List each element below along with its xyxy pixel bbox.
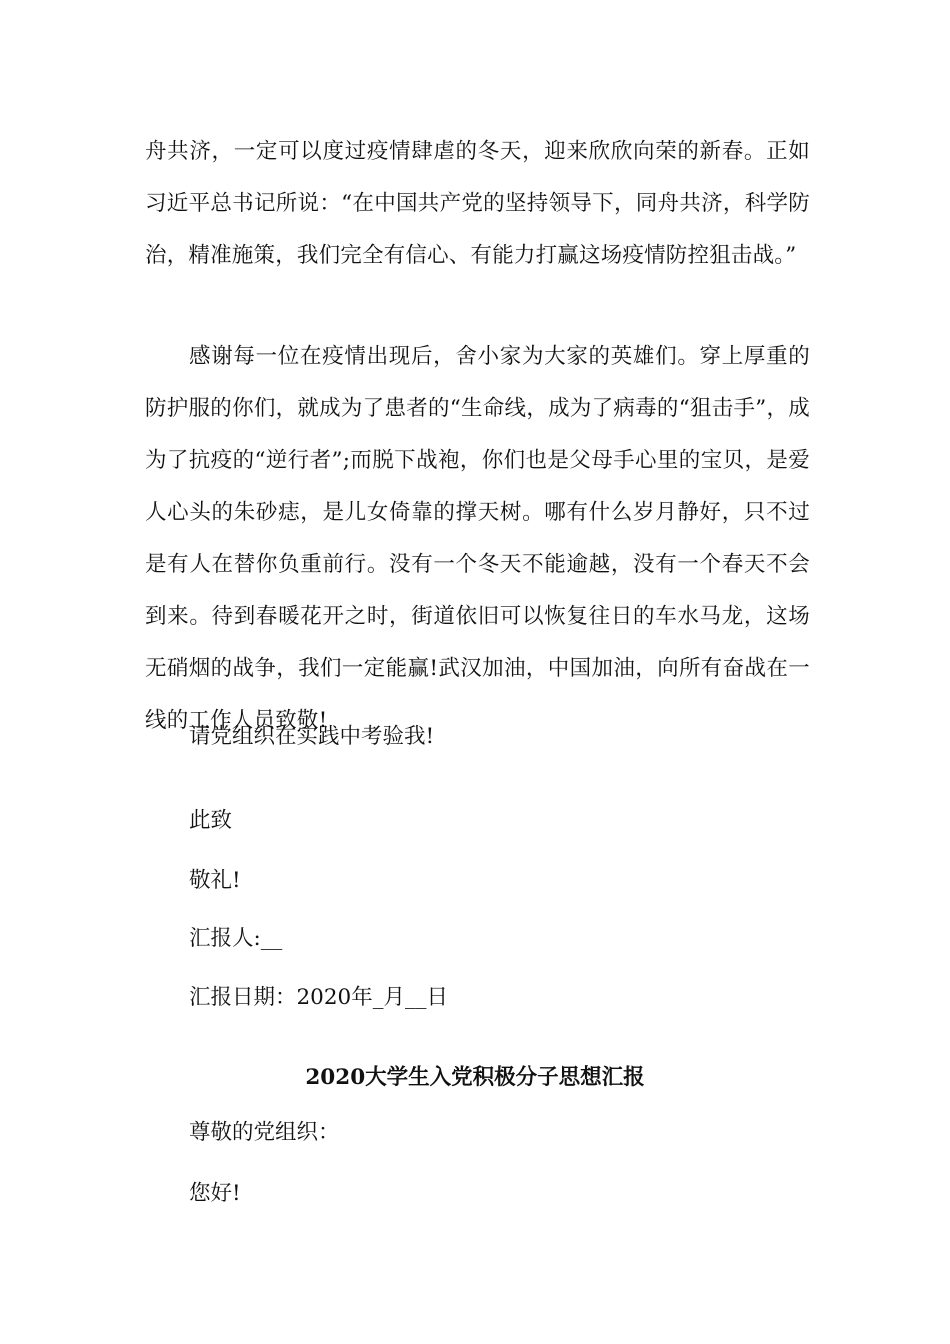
closing-request: 请党组织在实践中考验我! bbox=[189, 724, 435, 749]
paragraph-thanks: 感谢每一位在疫情出现后，舍小家为大家的英雄们。穿上厚重的防护服的你们，就成为了患者的“生命线，成为了病毒的“狙击手”，成为了抗疫的“逆行者”;而脱下战袍，你们也是父母手心里的宝贝，是爱人心头的朱砂痣，是儿女倚靠的撑天树。哪有什么岁月静好，只不过是有人在替你负重前行。没有一个冬天不能逾越，没有一个春天不会到来。待到春暖花开之时，街道依旧可以恢复往日的车水马龙，这场无硝烟的战争，我们一定能赢!武汉加油，中国加油，向所有奋战在一线的工作人员致敬! bbox=[145, 344, 810, 733]
next-report-title: 2020大学生入党积极分子思想汇报 bbox=[305, 1065, 645, 1090]
closing-jing-li: 敬礼! bbox=[189, 868, 241, 893]
greeting: 您好! bbox=[189, 1181, 241, 1206]
reporter-line: 汇报人:__ bbox=[189, 926, 283, 951]
paragraph-continued: 舟共济，一定可以度过疫情肆虐的冬天，迎来欣欣向荣的新春。正如习近平总书记所说：“在中国共产党的坚持领导下，同舟共济，科学防治，精准施策，我们完全有信心、有能力打赢这场疫情防控狙击战。” bbox=[145, 139, 810, 268]
salutation: 尊敬的党组织： bbox=[189, 1120, 340, 1145]
date-line: 汇报日期：2020年_月__日 bbox=[189, 985, 448, 1010]
closing-ci-zhi: 此致 bbox=[189, 808, 233, 833]
